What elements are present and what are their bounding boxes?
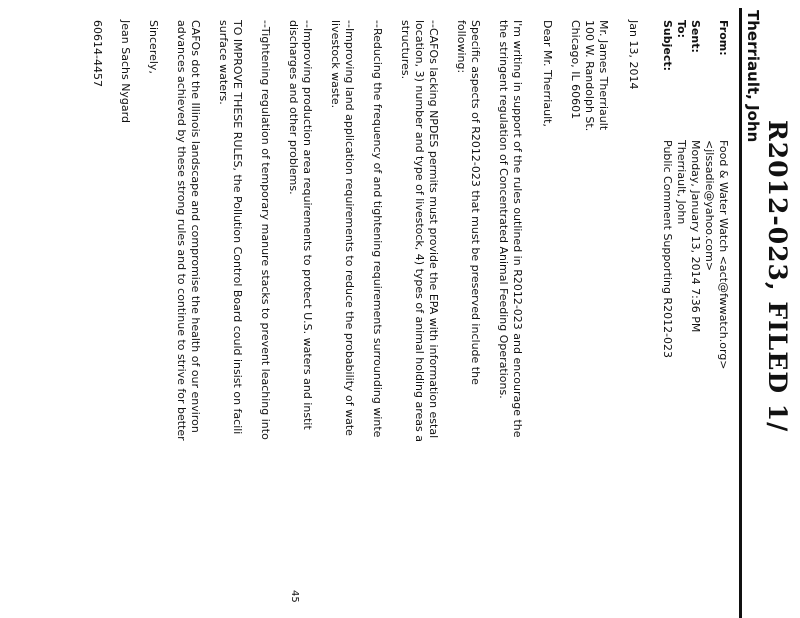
to-label: To: — [675, 20, 688, 38]
bullet-1-line-2: location, 3) number and type of livestock, 4) types of animal holding areas a — [413, 20, 426, 442]
signer-name: Jean Sachs Nygard — [119, 20, 132, 123]
filing-stamp: R2012-023, FILED 1/ — [763, 120, 792, 433]
page-number: 45 — [289, 590, 300, 603]
bullet-3-line-2: livestock waste. — [329, 20, 342, 109]
closing-line-2: surface waters. — [217, 20, 230, 105]
subject-label: Subject: — [661, 20, 674, 72]
bullet-5-line-1: --Tightening regulation of temporary manure stacks to prevent leaching into — [259, 20, 272, 440]
closing-line-4: advances achieved by these strong rules and to continue to strive for better — [175, 20, 188, 441]
bullet-3-line-1: --Improving land application requirements to reduce the probability of wate — [343, 20, 356, 436]
bullet-4-line-1: --Improving production area requirements to protect U.S. waters and instit — [301, 20, 314, 430]
recipient-name-heading: Therriault, John — [744, 10, 762, 143]
bullet-1-line-3: structures. — [399, 20, 412, 80]
header-rule — [739, 8, 742, 618]
aspects-line-2: following: — [455, 20, 468, 74]
intro-line-1: I'm writing in support of the rules outlined in R2012-023 and encourage the — [511, 20, 524, 438]
letter-date: Jan 13, 2014 — [627, 20, 640, 90]
address-line-3: Chicago, IL 60601 — [569, 20, 582, 120]
from-value: Food & Water Watch <act@fwwatch.org> — [717, 140, 730, 370]
address-line-1: Mr. James Therriault — [597, 20, 610, 131]
aspects-line-1: Specific aspects of R2012-023 that must be preserved include the — [469, 20, 482, 385]
to-value: Therriault, John — [675, 140, 688, 225]
bullet-1-line-1: --CAFOs lacking NPDES permits must provide the EPA with information estal — [427, 20, 440, 439]
sincerely: Sincerely, — [147, 20, 160, 74]
closing-line-3: CAFOs dot the Illinois landscape and compromise the health of our environ — [189, 20, 202, 433]
address-line-2: 100 W. Randolph St. — [583, 20, 596, 132]
bullet-2-line-1: --Reducing the frequency of and tightening requirements surrounding winte — [371, 20, 384, 438]
bullet-4-line-2: discharges and other problems. — [287, 20, 300, 195]
zip-code: 60614-4457 — [91, 20, 104, 87]
closing-line-1: TO IMPROVE THESE RULES, the Pollution Control Board could insist on facili — [231, 20, 244, 435]
subject-value: Public Comment Supporting R2012-023 — [661, 140, 674, 359]
from-label: From: — [717, 20, 730, 56]
sent-value: Monday, January 13, 2014 7:36 PM — [689, 140, 702, 333]
salutation: Dear Mr. Therriault, — [541, 20, 554, 127]
intro-line-2: the stringent regulation of Concentrated Animal Feeding Operations. — [497, 20, 510, 399]
from-email: <jlssadie@yahoo.com> — [703, 140, 716, 272]
sent-label: Sent: — [689, 20, 702, 53]
